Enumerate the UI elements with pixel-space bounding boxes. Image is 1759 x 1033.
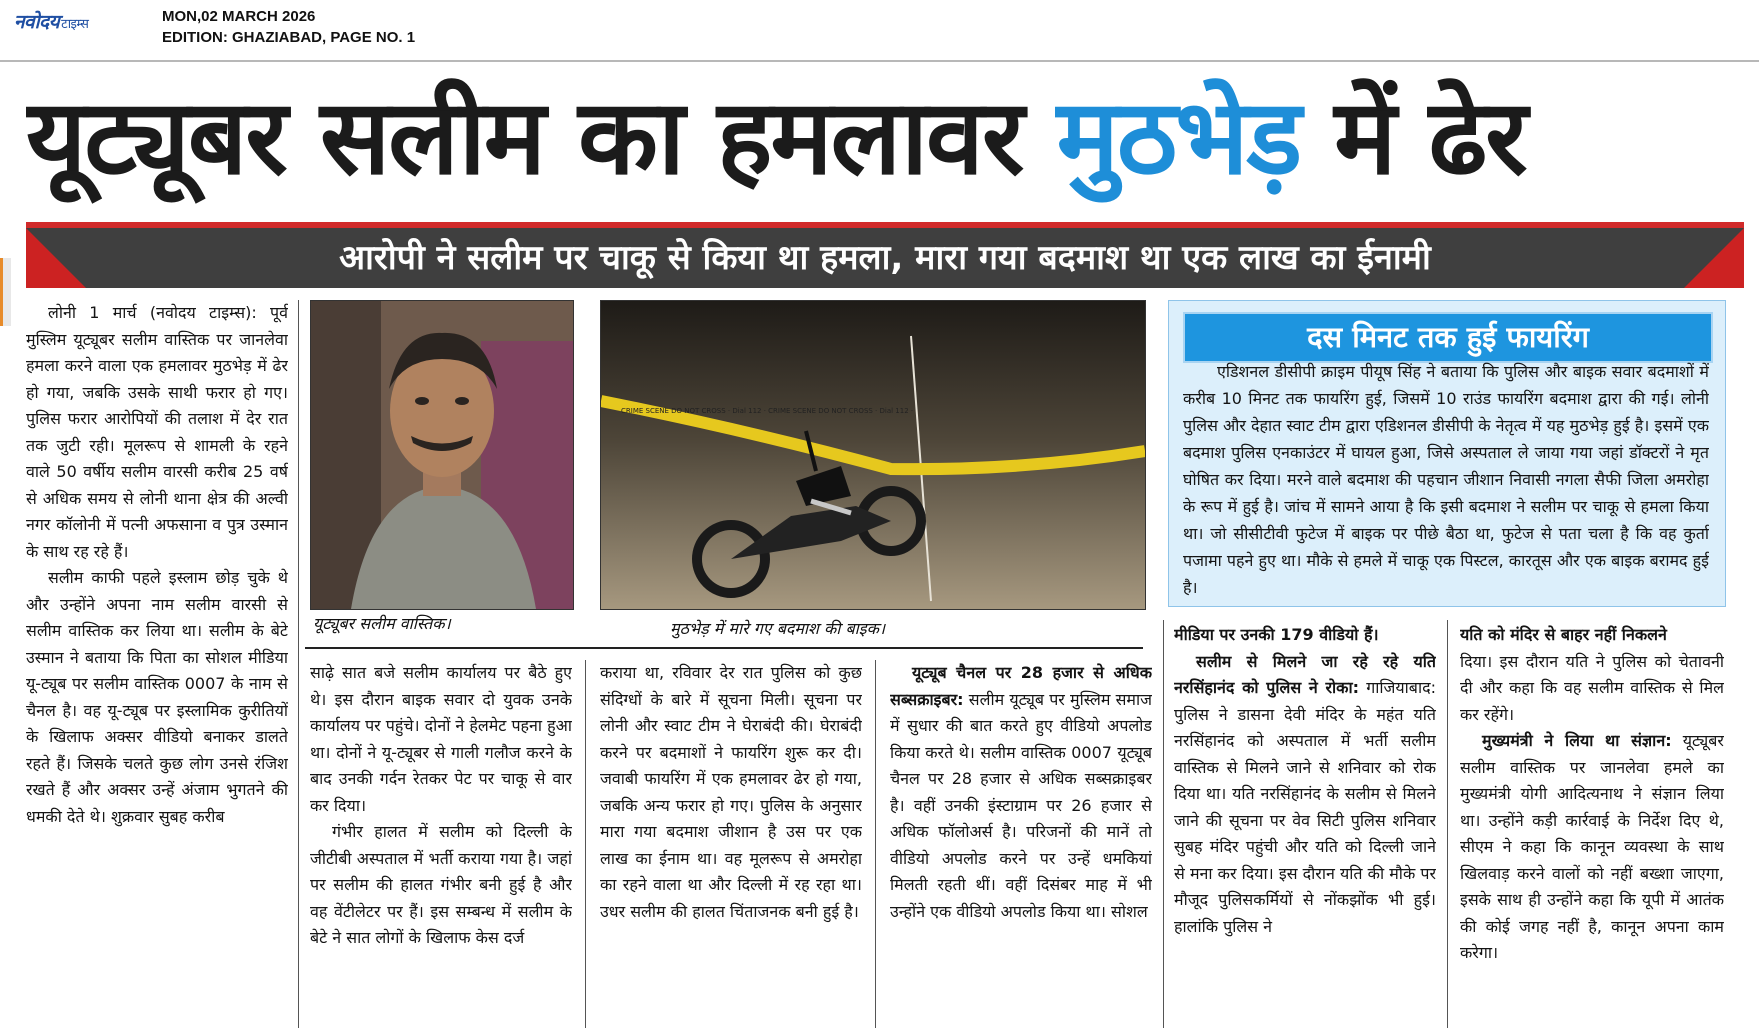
col6-lead: मुख्यमंत्री ने लिया था संज्ञान: — [1482, 731, 1672, 750]
article-column-1 — [26, 300, 288, 1028]
col6-top: यति को मंदिर से बाहर नहीं निकलने — [1460, 625, 1667, 644]
col2-paragraph-2: गंभीर हालत में सलीम को दिल्ली के जीटीबी अस्पताल में भर्ती कराया गया है। जहां पर सलीम की हालत गंभीर बनी हुई है और वह वेंटीलेटर पर हैं। इस सम्बन्ध में सलीम के बेटे ने सात लोगों के खिलाफ केस दर्ज — [310, 822, 572, 947]
col3-paragraph-1: कराया था, रविवार देर रात पुलिस को कुछ संदिग्धों के बारे में सूचना मिली। सूचना पर लोनी और स्वाट टीम ने घेराबंदी की। घेराबंदी करने पर बदमाशों ने फायरिंग शुरू कर दी। जवाबी फायरिंग में एक हमलावर ढेर हो गया, जबकि अन्य फरार हो गए। पुलिस के अनुसार मारा गया बदमाश जीशान है उस पर एक लाख का ईनाम था। वह मूलरूप से अमरोहा का रहने वाला था और दिल्ली में रह रहा था। उधर सलीम की हालत चिंताजनक बनी हुई है। — [600, 663, 862, 921]
col5-top: मीडिया पर उनकी 179 वीडियो हैं। — [1174, 625, 1379, 644]
logo-subtext: टाइम्स — [61, 17, 89, 32]
edition-info: EDITION: GHAZIABAD, PAGE NO. 1 — [162, 29, 416, 46]
subheadline-ribbon — [26, 222, 1744, 288]
article-column-5 — [1174, 622, 1436, 1028]
column-divider — [875, 660, 876, 1028]
headline-part-1: यूट्यूबर सलीम का हमलावर — [26, 76, 1023, 198]
column-divider — [1447, 620, 1448, 1028]
section-divider — [305, 647, 1143, 649]
col6-body: यूट्यूबर सलीम वास्तिक पर जानलेवा हमले का मुख्यमंत्री योगी आदित्यनाथ ने संज्ञान लिया था। उन्होंने कड़ी कार्रवाई के निर्देश दिए थे, सीएम ने कहा कि कानून व्यवस्था के साथ खिलवाड़ करने वालों को नहीं बख्शा जाएगा, इसके साथ ही उन्होंने कहा कि यूपी में आतंक की कोई जगह नहीं है, कानून अपना काम करेगा। — [1460, 731, 1724, 962]
article-column-3 — [600, 660, 862, 1028]
column-divider — [1163, 620, 1164, 1028]
column-divider — [298, 300, 299, 1028]
header-divider — [0, 60, 1759, 62]
col1-paragraph-1: लोनी 1 मार्च (नवोदय टाइम्स): पूर्व मुस्लिम यूट्यूबर सलीम वास्तिक पर जानलेवा हमला करने वाला एक हमलावर मुठभेड़ में ढेर हो गया, जबकि उसके साथी फरार हो गए। पुलिस फरार आरोपियों की तलाश में देर रात तक जुटी रही। मूलरूप से शामली के रहने वाले 50 वर्षीय सलीम वारसी करीब 25 वर्ष से अधिक समय से लोनी थाना क्षेत्र की अल्वी नगर कॉलोनी में पत्नी अफसाना व पुत्र उस्मान के साथ रह रहे हैं। — [26, 303, 288, 561]
photo-saleem-caption: यूट्यूबर सलीम वास्तिक। — [313, 614, 451, 633]
info-box-body — [1183, 358, 1709, 603]
logo-text: नवोदय — [14, 11, 60, 33]
col5-body: गाजियाबाद: पुलिस ने डासना देवी मंदिर के महंत यति नरसिंहानंद को अस्पताल में भर्ती सलीम वास्तिक से मिलने जाने से शनिवार को रोक दिया था। यति नरसिंहानंद के सलीम से मिलने जाने की सूचना पर वेव सिटी पुलिस शनिवार सुबह मंदिर पहुंची और यति को दिल्ली जाने से मना कर दिया। इस दौरान यति की मौके पर मौजूद पुलिसकर्मियों से नोंकझोंक भी हुई। हालांकि पुलिस ने — [1174, 678, 1436, 936]
col6-paragraph-1: दिया। इस दौरान यति ने पुलिस को चेतावनी दी और कहा कि वह सलीम वास्तिक से मिल कर रहेंगे। — [1460, 651, 1724, 724]
col5-lead: सलीम से मिलने जा रहे रहे यति नरसिंहानंद को पुलिस ने रोका: — [1174, 651, 1436, 697]
photo-bike-caption: मुठभेड़ में मारे गए बदमाश की बाइक। — [670, 619, 886, 638]
page-edge-marker — [0, 258, 11, 326]
column-divider — [585, 660, 586, 1028]
portrait-illustration — [311, 301, 573, 609]
crime-scene-illustration — [601, 301, 1145, 609]
col1-paragraph-2: सलीम काफी पहले इस्लाम छोड़ चुके थे और उन्होंने अपना नाम सलीम वारसी से सलीम वास्तिक कर लिया था। सलीम के बेटे उस्मान ने बताया कि पिता का सोशल मीडिया यू-ट्यूब पर सलीम वास्तिक 0007 के नाम से चैनल है। वह यू-ट्यूब पर इस्लामिक कुरीतियों के खिलाफ अक्सर वीडियो बनाकर डालते रहते हैं। जिसके चलते कुछ लोग उनसे रंजिश रखते हैं और अक्सर उन्हें अंजाम भुगतने की धमकी देते थे। शुक्रवार सुबह करीब — [26, 568, 288, 826]
issue-date: MON,02 MARCH 2026 — [162, 8, 316, 25]
edition-meta — [162, 6, 415, 48]
article-column-4 — [890, 660, 1152, 1028]
info-box-title: दस मिनट तक हुई फायरिंग — [1183, 312, 1713, 363]
col4-paragraph — [890, 660, 1152, 925]
headline-highlight: मुठभेड़ — [1056, 76, 1300, 198]
col4-lead: यूट्यूब चैनल पर 28 हजार से अधिक सब्सक्राइबर: — [890, 663, 1152, 709]
info-box-paragraph: एडिशनल डीसीपी क्राइम पीयूष सिंह ने बताया कि पुलिस और बाइक सवार बदमाशों में करीब 10 मिनट तक फायरिंग हुई, जिसमें 10 राउंड फायरिंग बदमाश द्वारा की गई। लोनी पुलिस और देहात स्वाट टीम द्वारा एडिशनल डीसीपी के नेतृत्व में यह मुठभेड़ हुई है। इसमें एक बदमाश पुलिस एनकाउंटर में घायल हुआ, जिसे अस्पताल ले जाया गया जहां डॉक्टरों ने मृत घोषित कर दिया। मरने वाले बदमाश की पहचान जीशान निवासी नगला सैफी जिला अमरोहा के रूप में हुई है। जांच में सामने आया है कि इसी बदमाश ने सलीम पर चाकू से हमला किया था। जो सीसीटीवी फुटेज में बाइक पर पीछे बैठा था, फुटेज से पता चला है कि वह कुर्ता पजामा पहने हुए था। मौके से हमले में चाकू एक पिस्टल, कारतूस और एक बाइक बरामद हुई है। — [1183, 362, 1709, 597]
subheadline: आरोपी ने सलीम पर चाकू से किया था हमला, मारा गया बदमाश था एक लाख का ईनामी — [339, 238, 1431, 278]
col2-paragraph-1: साढ़े सात बजे सलीम कार्यालय पर बैठे हुए थे। इस दौरान बाइक सवार दो युवक उनके कार्यालय पर पहुंचे। दोनों ने हेलमेट पहना हुआ था। दोनों ने यू-ट्यूबर से गाली गलौज करने के बाद उनकी गर्दन रेतकर पेट पर चाकू से वार कर दिया। — [310, 663, 572, 815]
newspaper-logo — [14, 8, 88, 34]
headline-part-3: में ढेर — [1334, 76, 1526, 198]
photo-saleem — [310, 300, 574, 610]
article-column-2 — [310, 660, 572, 1028]
tape-text: CRIME SCENE DO NOT CROSS · Dial 112 · CRIME SCENE DO NOT CROSS · Dial 112 · — [621, 407, 914, 415]
main-headline — [26, 70, 1746, 205]
article-column-6 — [1460, 622, 1724, 1028]
photo-encounter-bike — [600, 300, 1146, 610]
col4-body: सलीम यूट्यूब पर मुस्लिम समाज में सुधार की बात करते हुए वीडियो अपलोड किया करते थे। सलीम वास्तिक 0007 यूट्यूब चैनल पर 28 हजार से अधिक सब्सक्राइबर है। वहीं उनकी इंस्टाग्राम पर 26 हजार से अधिक फॉलोअर्स है। परिजनों की मानें तो वीडियो अपलोड करने पर उन्हें धमकियां मिलती रहती थीं। वहीं दिसंबर माह में भी उन्होंने एक वीडियो अपलोड किया था। सोशल — [890, 689, 1152, 921]
